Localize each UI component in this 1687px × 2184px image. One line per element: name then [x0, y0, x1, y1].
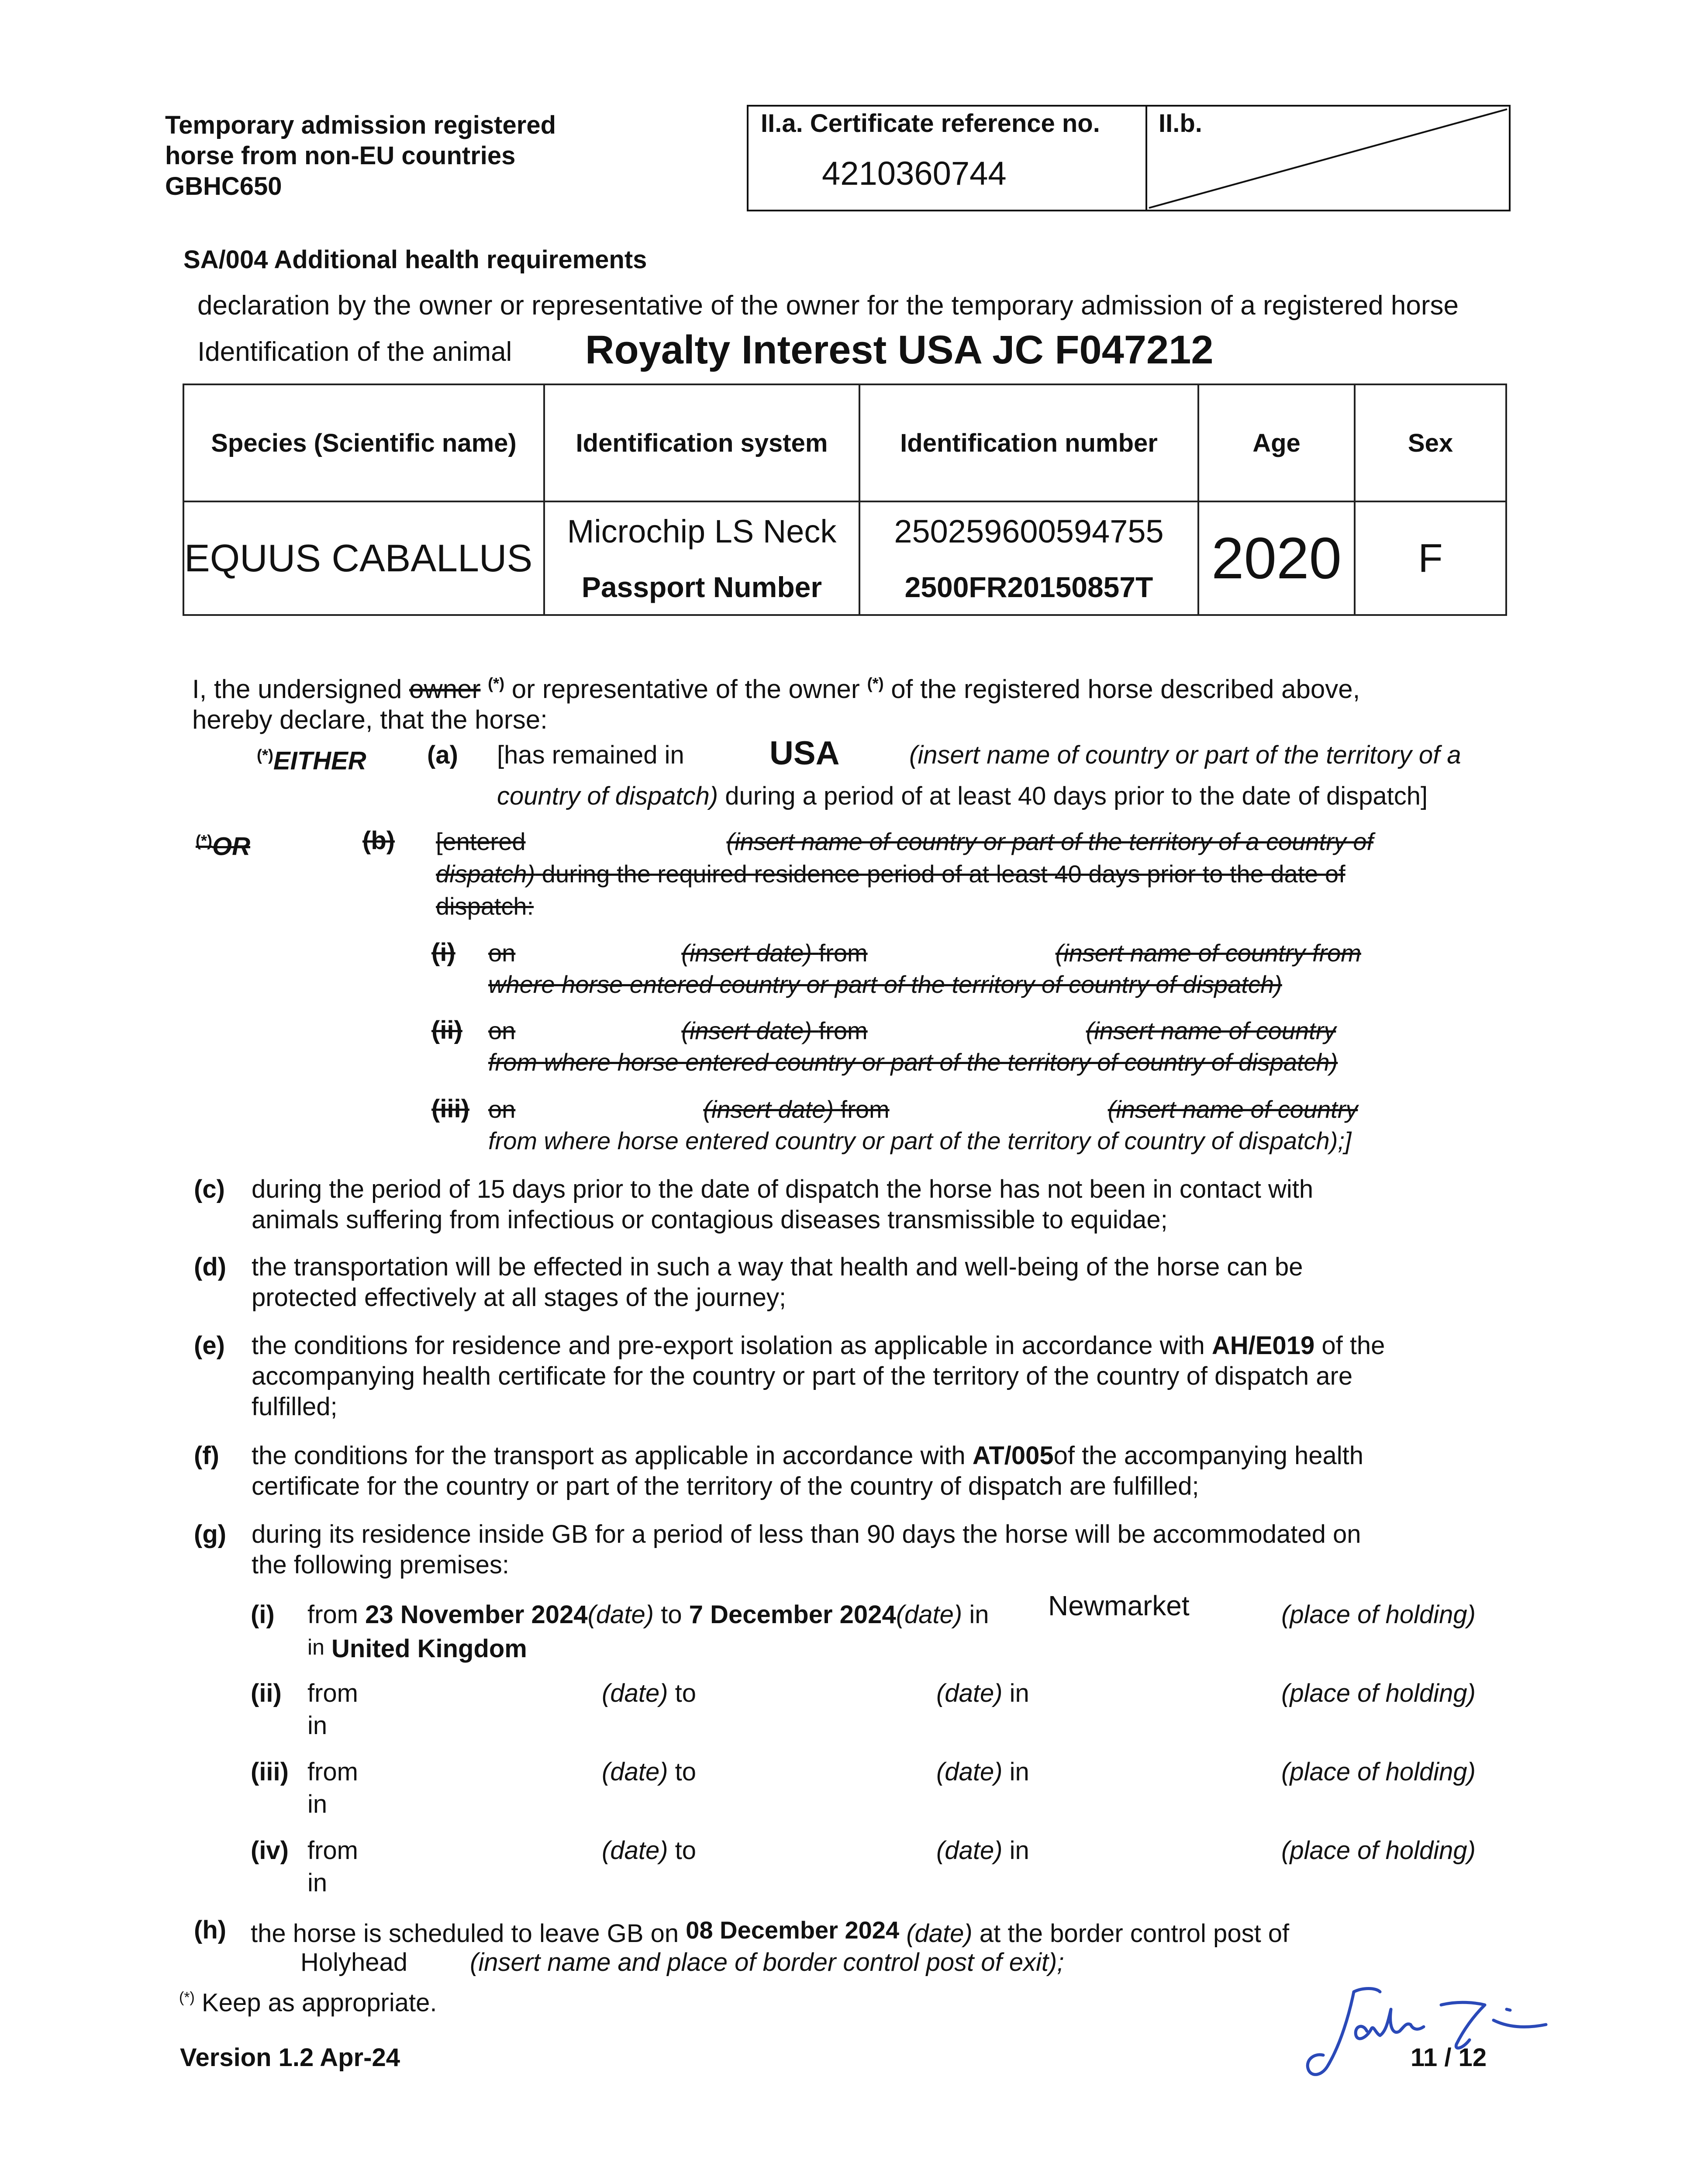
premises-row-iii-num: (iii) — [251, 1758, 289, 1786]
clause-b-text: [entered (insert name of country or part of the territory of a country of dispatch) during the required residence period of at least 40 days prior to the date of dispatch: — [436, 828, 1374, 920]
clause-a-hint: (insert name of country or part of the territory of a — [909, 741, 1461, 769]
ref-label: II.a. Certificate reference no. — [761, 109, 1100, 138]
clause-b-sub-iii: on (insert date) from (insert name of country from where horse entered country or part of the territory of country of dispatch);] — [488, 1095, 1358, 1154]
version-label: Version 1.2 Apr-24 — [180, 2043, 400, 2072]
clause-h-text: the horse is scheduled to leave GB on 08 December 2024 (date) at the border control post of — [251, 1916, 1290, 1948]
ref-value: 4210360744 — [822, 155, 1007, 192]
system2-cell: Passport Number — [544, 560, 859, 615]
premises-row-iv-date1: (date) to — [602, 1836, 697, 1865]
header-sex: Sex — [1355, 384, 1506, 501]
clause-c-text: during the period of 15 days prior to the date of dispatch the horse has not been in contact with animals suffering from infectious or contagious diseases transmissible to equidae; — [252, 1175, 1314, 1234]
clause-g-letter: (g) — [194, 1520, 227, 1548]
premises-row-iv-num: (iv) — [251, 1836, 289, 1865]
clause-a-letter: (a) — [427, 741, 458, 769]
premises-row-iv-date2: (date) in — [936, 1836, 1029, 1865]
number2-cell: 2500FR20150857T — [859, 560, 1198, 615]
certificate-reference-box — [747, 105, 1147, 211]
ident-value: Royalty Interest USA JC F047212 — [585, 328, 1214, 372]
clause-b-sub-i-num: (i) — [431, 938, 455, 967]
table-row — [183, 501, 1506, 560]
clause-h-letter: (h) — [194, 1916, 227, 1944]
clause-f-letter: (f) — [194, 1441, 219, 1470]
premises-row-iii-date2: (date) in — [936, 1758, 1029, 1786]
ident-label: Identification of the animal — [197, 337, 512, 367]
header-system: Identification system — [544, 384, 859, 501]
document-title: Temporary admission registered horse from non-EU countries GBHC650 — [165, 111, 556, 200]
clause-d-text: the transportation will be effected in such a way that health and well-being of the horse can be protected effectively at all stages of the journey; — [252, 1253, 1303, 1312]
intro-mark-2: (*) — [867, 674, 884, 692]
clause-c-letter: (c) — [194, 1175, 225, 1203]
identification-table — [183, 384, 1507, 616]
border-post: Holyhead — [300, 1948, 408, 1977]
signature — [1301, 1979, 1607, 2084]
premises-row-i-place: Newmarket — [1048, 1590, 1190, 1621]
page-number: 11 / 12 — [1411, 2043, 1487, 2072]
iib-label: II.b. — [1159, 109, 1202, 138]
premises-row-i-place-hint: (place of holding) — [1281, 1600, 1476, 1629]
footnote: (*) Keep as appropriate. — [179, 1988, 437, 2017]
clause-b-sub-iii-num: (iii) — [431, 1095, 469, 1123]
or-label: (*)OR — [196, 832, 250, 861]
iib-box — [1145, 105, 1511, 211]
system1-cell: Microchip LS Neck — [544, 501, 859, 560]
premises-row-iii-date1: (date) to — [602, 1758, 697, 1786]
clause-f-text: the conditions for the transport as applicable in accordance with AT/005of the accompanying health certificate for the country or part of the territory of the country of dispatch are fulfilled; — [252, 1441, 1364, 1500]
header-species: Species (Scientific name) — [183, 384, 544, 501]
number1-cell: 250259600594755 — [859, 501, 1198, 560]
clause-b-sub-ii: on (insert date) from (insert name of country from where horse entered country or part of the territory of country of dispatch) — [488, 1017, 1338, 1076]
declaration-line: declaration by the owner or representative of the owner for the temporary admission of a registered horse — [197, 290, 1459, 321]
age-cell: 2020 — [1198, 501, 1355, 615]
premises-row-i-in: in United Kingdom — [307, 1635, 527, 1663]
premises-row-ii-date1: (date) to — [602, 1679, 697, 1707]
clause-b-letter: (b) — [362, 826, 395, 855]
iib-diagonal — [1147, 107, 1509, 210]
clause-a-text: [has remained in — [497, 741, 684, 769]
leave-date: 08 December 2024 — [686, 1916, 900, 1944]
owner-struck: owner — [409, 674, 481, 704]
premises-row-i: from 23 November 2024(date) to 7 December 2024(date) in — [307, 1600, 989, 1629]
premises-row-i-num: (i) — [251, 1600, 275, 1629]
clause-e-letter: (e) — [194, 1331, 225, 1360]
premises-row-ii-num: (ii) — [251, 1679, 282, 1707]
sex-cell: F — [1355, 501, 1506, 615]
clause-e-text: the conditions for residence and pre-export isolation as applicable in accordance with AH/E019 of the accompanying health certificate for the country or part of the territory of the country of dispatch are fulfilled; — [252, 1331, 1385, 1421]
clause-b-sub-i: on (insert date) from (insert name of country from where horse entered country or part of the territory of country of dispatch) — [488, 939, 1361, 998]
header-number: Identification number — [859, 384, 1198, 501]
species-cell: EQUUS CABALLUS — [183, 501, 544, 615]
clause-d-letter: (d) — [194, 1253, 227, 1281]
clause-a-line2: country of dispatch) during a period of at least 40 days prior to the date of dispatch] — [497, 782, 1428, 810]
section-title: SA/004 Additional health requirements — [183, 245, 647, 274]
premises-row-ii-date2: (date) in — [936, 1679, 1029, 1707]
either-label: (*)EITHER — [257, 746, 366, 775]
border-post-hint: (insert name and place of border control post of exit); — [470, 1948, 1064, 1977]
clause-g-text: during its residence inside GB for a period of less than 90 days the horse will be accommodated on the following premises: — [252, 1520, 1361, 1579]
intro-paragraph: I, the undersigned owner (*) or representative of the owner (*) of the registered horse described above, hereby declare, that the horse: — [192, 674, 1360, 734]
clause-b-sub-ii-num: (ii) — [431, 1016, 462, 1044]
table-header-row — [183, 384, 1506, 501]
dispatch-country: USA — [769, 735, 840, 772]
header-age: Age — [1198, 384, 1355, 501]
